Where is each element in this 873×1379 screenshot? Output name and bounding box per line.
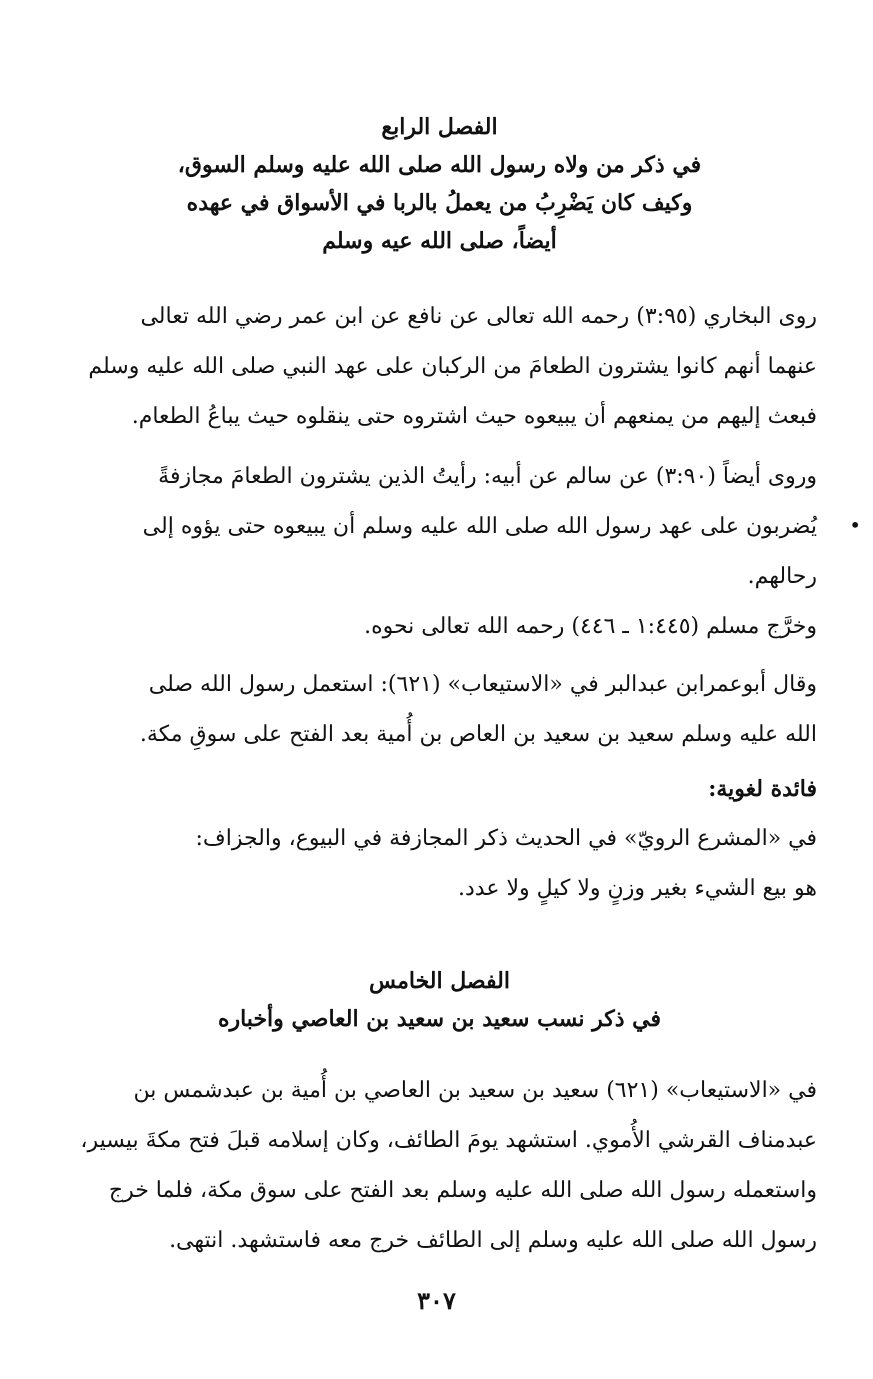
chapter-4-title: الفصل الرابع bbox=[381, 114, 498, 140]
chapter-5-title: الفصل الخامس bbox=[369, 968, 510, 994]
chapter-4-heading bbox=[62, 108, 817, 260]
linguistic-note-label: فائدة لغوية: bbox=[708, 776, 817, 802]
page-number: ٣٠٧ bbox=[417, 1286, 456, 1315]
chapter-4-subtitle-line: في ذكر من ولاه رسول الله صلى الله عليه وسلم السوق، bbox=[177, 152, 702, 178]
paragraph-istiab: وقال أبوعمرابن عبدالبر في «الاستيعاب» (٦٢١): استعمل رسول الله صلى الله عليه وسلم سعيد بن سعيد بن العاص بن أُمية بعد الفتح على سوقِ مكة. bbox=[139, 672, 817, 747]
chapter-5-heading bbox=[62, 962, 817, 1038]
paragraph-bukhari-2: وروى أيضاً (٣:٩٠) عن سالم عن أبيه: رأيتُ الذين يشترون الطعامَ مجازفةً يُضربون على عهد رسول الله صلى الله عليه وسلم أن يبيعوه حتى يؤوه إلى رحالهم. bbox=[142, 464, 817, 589]
chapter-4-subtitle-line: أيضاً، صلى الله عيه وسلم bbox=[322, 228, 557, 254]
chapter-5-subtitle-line: في ذكر نسب سعيد بن سعيد بن العاصي وأخباره bbox=[217, 1006, 662, 1032]
chapter-4-subtitle-line: وكيف كان يَضْرِبُ من يعملُ بالربا في الأسواق في عهده bbox=[186, 190, 693, 216]
paragraph-said-biography: في «الاستيعاب» (٦٢١) سعيد بن سعيد بن العاصي بن أُمية بن عبدشمس بن عبدمناف القرشي الأُموي. استشهد يومَ الطائف، وكان إسلامه قبلَ فتح مكةَ بيسير، واستعمله رسول الله صلى الله عليه وسلم بعد الفتح على سوق مكة، فلما خرج رسول الله صلى الله عليه وسلم إلى الطائف خرج معه فاستشهد. انتهى. bbox=[80, 1078, 817, 1253]
paragraph-linguistic-note: في «المشرع الرويّ» في الحديث ذكر المجازفة في البيوع، والجزاف: هو بيع الشيء بغير وزنٍ ولا كيلٍ ولا عدد. bbox=[195, 826, 817, 901]
chapter-5-subtitle bbox=[62, 1000, 817, 1038]
chapter-4-subtitle bbox=[62, 146, 817, 260]
paragraph-bukhari-1: روى البخاري (٣:٩٥) رحمه الله تعالى عن نافع عن ابن عمر رضي الله تعالى عنهما أنهم كانوا يشترون الطعامَ من الركبان على عهد النبي صلى الله عليه وسلم فبعث إليهم من يمنعهم أن يبيعوه حيث اشتروه حتى ينقلوه حيث يباعُ الطعام. bbox=[88, 304, 817, 429]
margin-bullet: • bbox=[849, 513, 861, 537]
paragraph-muslim: وخرَّج مسلم (١:٤٤٥ ـ ٤٤٦) رحمه الله تعالى نحوه. bbox=[364, 614, 817, 639]
